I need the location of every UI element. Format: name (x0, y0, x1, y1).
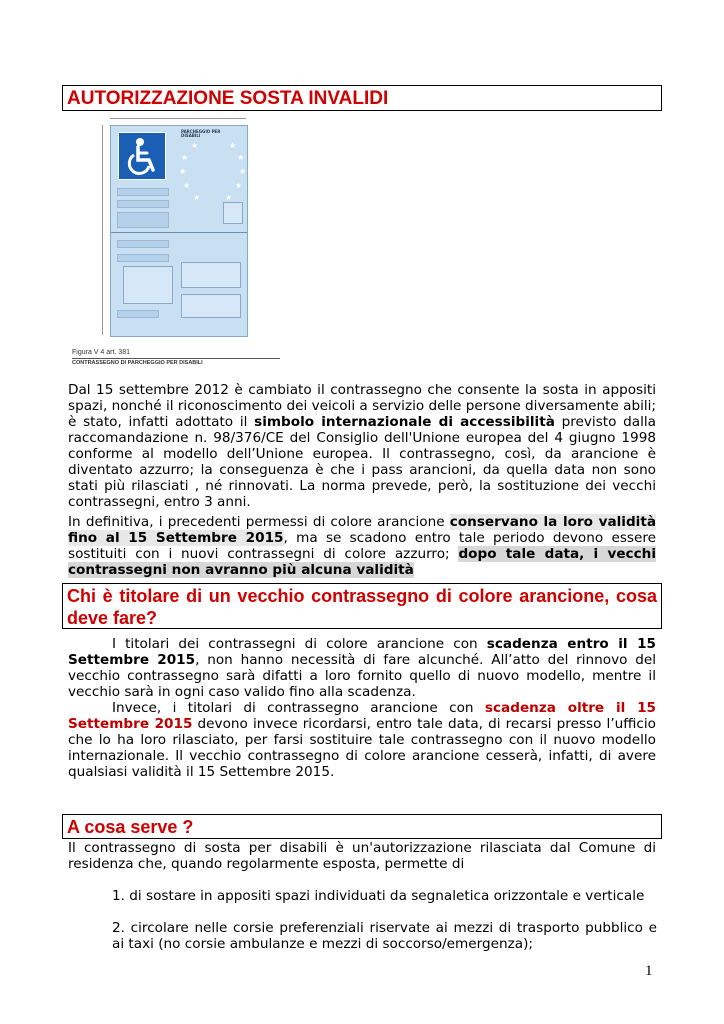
paragraph-intro (68, 382, 656, 510)
card-stamp (223, 202, 243, 224)
text: Invece, i titolari di contrassegno arancione con (112, 700, 485, 716)
bold-text: scadenza entro il 15 Settembre 2015 (68, 636, 656, 668)
dimension-line (102, 125, 103, 335)
list-item: 1. di sostare in appositi spazi individuati da segnaletica orizzontale e verticale (112, 888, 645, 904)
star-icon: ★ (191, 141, 199, 150)
text: In definitiva, i precedenti permessi di colore arancione (68, 514, 450, 530)
dimension-line (110, 118, 246, 119)
card-field (117, 240, 169, 248)
list-item: 2. circolare nelle corsie preferenziali riservate ai mezzi di trasporto pubblico e ai taxi (no corsie ambulanze e mezzi di soccorso/emergenza); (112, 920, 657, 952)
star-icon: ★ (239, 167, 247, 176)
bold-text: scadenza oltre il 15 Settembre 2015 (68, 700, 656, 732)
paragraph-scadenza-entro (68, 636, 656, 700)
permit-card (110, 125, 248, 337)
star-icon: ★ (225, 193, 233, 202)
paragraph-validity (68, 514, 656, 578)
caption-rule (72, 358, 280, 359)
text: , non hanno necessità di fare alcunché. All’atto del rinnovo del vecchio contrassegno sarà difatti a loro fornito quello di nuovo modello, mentre il vecchio sarà in ogni caso valido fino alla scadenza. (68, 652, 656, 700)
bold-text: conservano la loro validità fino al 15 Settembre 2015 (68, 514, 657, 546)
card-note-box (181, 262, 241, 288)
page-number: 1 (645, 963, 653, 979)
star-icon: ★ (235, 181, 243, 190)
parking-permit-figure (72, 113, 282, 368)
card-field (117, 200, 169, 208)
card-photo-box (123, 266, 173, 304)
section-heading-a-cosa-serve: A cosa serve ? (62, 814, 662, 839)
star-icon: ★ (179, 167, 187, 176)
star-icon: ★ (237, 153, 245, 162)
figure-caption-title: CONTRASSEGNO DI PARCHEGGIO PER DISABILI (72, 360, 203, 366)
paragraph-definition: Il contrassegno di sosta per disabili è un'autorizzazione rilasciata dal Comune di residenza che, quando regolarmente esposta, permette di (68, 840, 656, 872)
card-field (117, 254, 169, 262)
paragraph-scadenza-oltre (68, 700, 656, 780)
text: I titolari dei contrassegni di colore arancione con (112, 636, 487, 652)
section-heading-autorizzazione: AUTORIZZAZIONE SOSTA INVALIDI (62, 85, 662, 111)
star-icon: ★ (229, 141, 237, 150)
card-note-box (181, 294, 241, 318)
card-field (117, 212, 169, 228)
bold-text: dopo tale data, i vecchi contrassegni non avranno più alcuna validità (68, 546, 656, 578)
star-icon: ★ (183, 181, 191, 190)
card-fold-line (111, 232, 247, 233)
card-title: PARCHEGGIO PER DISABILI (181, 129, 221, 138)
card-field (117, 188, 169, 196)
star-icon: ★ (181, 153, 189, 162)
section-heading-chi-titolare: Chi è titolare di un vecchio contrassegno di colore arancione, cosa deve fare? (62, 583, 662, 629)
card-field (117, 310, 159, 318)
figure-caption: Figura V 4 art. 381 (72, 349, 130, 356)
bold-text: simbolo internazionale di accessibilità (254, 414, 555, 430)
wheelchair-icon (118, 132, 166, 180)
text: devono invece ricordarsi, entro tale data, di recarsi presso l’ufficio che lo ha loro rilasciato, per farsi sostituire tale contrassegno con il nuovo modello internazionale. Il vecchio contrassegno di colore arancione cesserà, infatti, di avere qualsiasi validità il 15 Settembre 2015. (68, 716, 656, 780)
text: previsto dalla raccomandazione n. 98/376/CE del Consiglio dell'Unione europea del 4 giugno 1998 conforme al modello dell’Unione europea. Il contrassegno, così, da arancione è diventato azzurro; la conseguenza è che i pass arancioni, da quella data non sono stati più rilasciati , né rinnovati. La norma prevede, però, la sostituzione dei vecchi contrassegni, entro 3 anni. (68, 414, 656, 510)
text: Dal 15 settembre 2012 è cambiato il contrassegno che consente la sosta in appositi spazi, nonché il riconoscimento dei veicoli a servizio delle persone diversamente abili; è stato, infatti adottato il (68, 382, 656, 430)
text: , ma se scadono entro tale periodo devono essere sostituiti con i nuovi contrassegni di colore azzurro; (68, 530, 657, 562)
star-icon: ★ (193, 193, 201, 202)
